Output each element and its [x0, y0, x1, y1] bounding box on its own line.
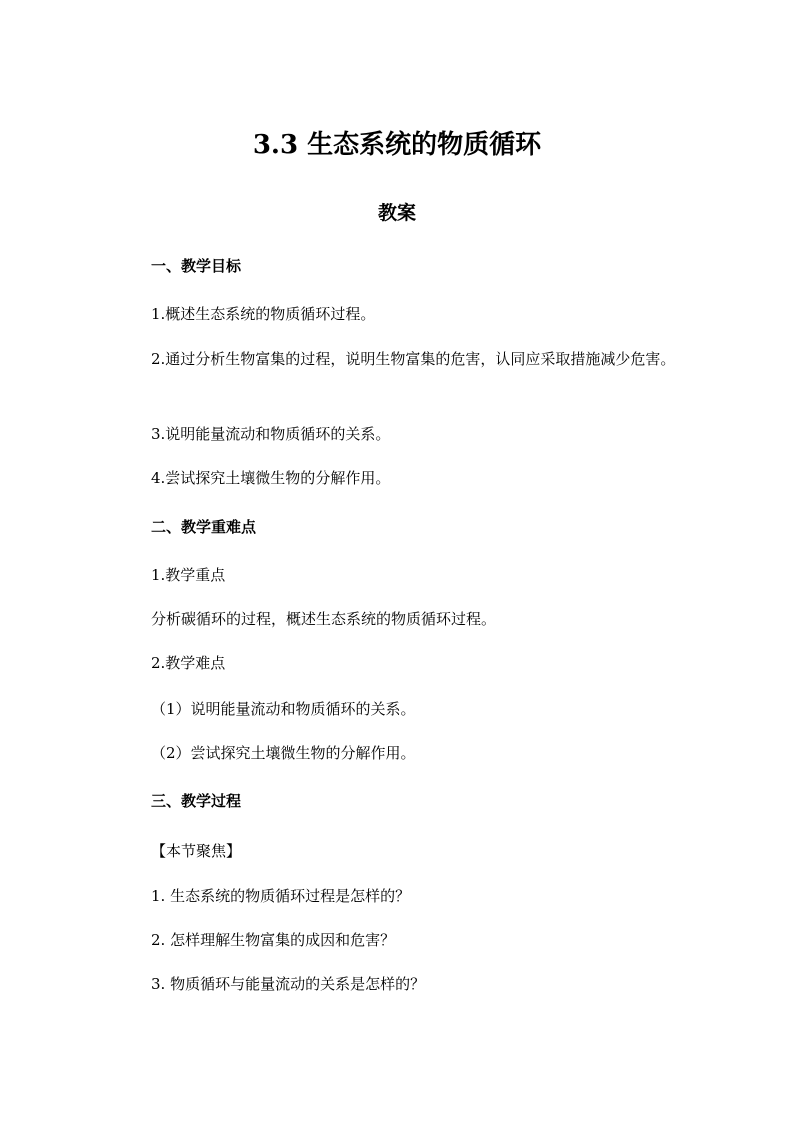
key-focus-text: 分析碳循环的过程，概述生态系统的物质循环过程。 [151, 610, 497, 628]
objective-item: 1.概述生态系统的物质循环过程。 [151, 305, 376, 323]
focus-question: 3. 物质循环与能量流动的关系是怎样的？ [151, 975, 426, 993]
section-heading-objectives: 一、教学目标 [151, 257, 242, 275]
key-difficulty-item: （2）尝试探究土壤微生物的分解作用。 [151, 744, 416, 762]
objective-item: 3.说明能量流动和物质循环的关系。 [151, 425, 391, 443]
objective-item: 4.尝试探究土壤微生物的分解作用。 [151, 469, 391, 487]
key-difficulty-item: （1）说明能量流动和物质循环的关系。 [151, 700, 416, 718]
key-focus-label: 1.教学重点 [151, 566, 226, 584]
focus-question: 1. 生态系统的物质循环过程是怎样的？ [151, 887, 411, 905]
document-title: 3.3 生态系统的物质循环 [252, 130, 542, 160]
key-difficulty-label: 2.教学难点 [151, 654, 226, 672]
focus-title: 【本节聚焦】 [151, 842, 242, 860]
objective-item: 2.通过分析生物富集的过程，说明生物富集的危害，认同应采取措施减少危害。 [151, 350, 676, 368]
section-heading-process: 三、教学过程 [151, 792, 242, 810]
document-subtitle: 教案 [377, 202, 416, 224]
focus-question: 2. 怎样理解生物富集的成因和危害？ [151, 931, 396, 949]
section-heading-key-points: 二、教学重难点 [151, 518, 257, 536]
